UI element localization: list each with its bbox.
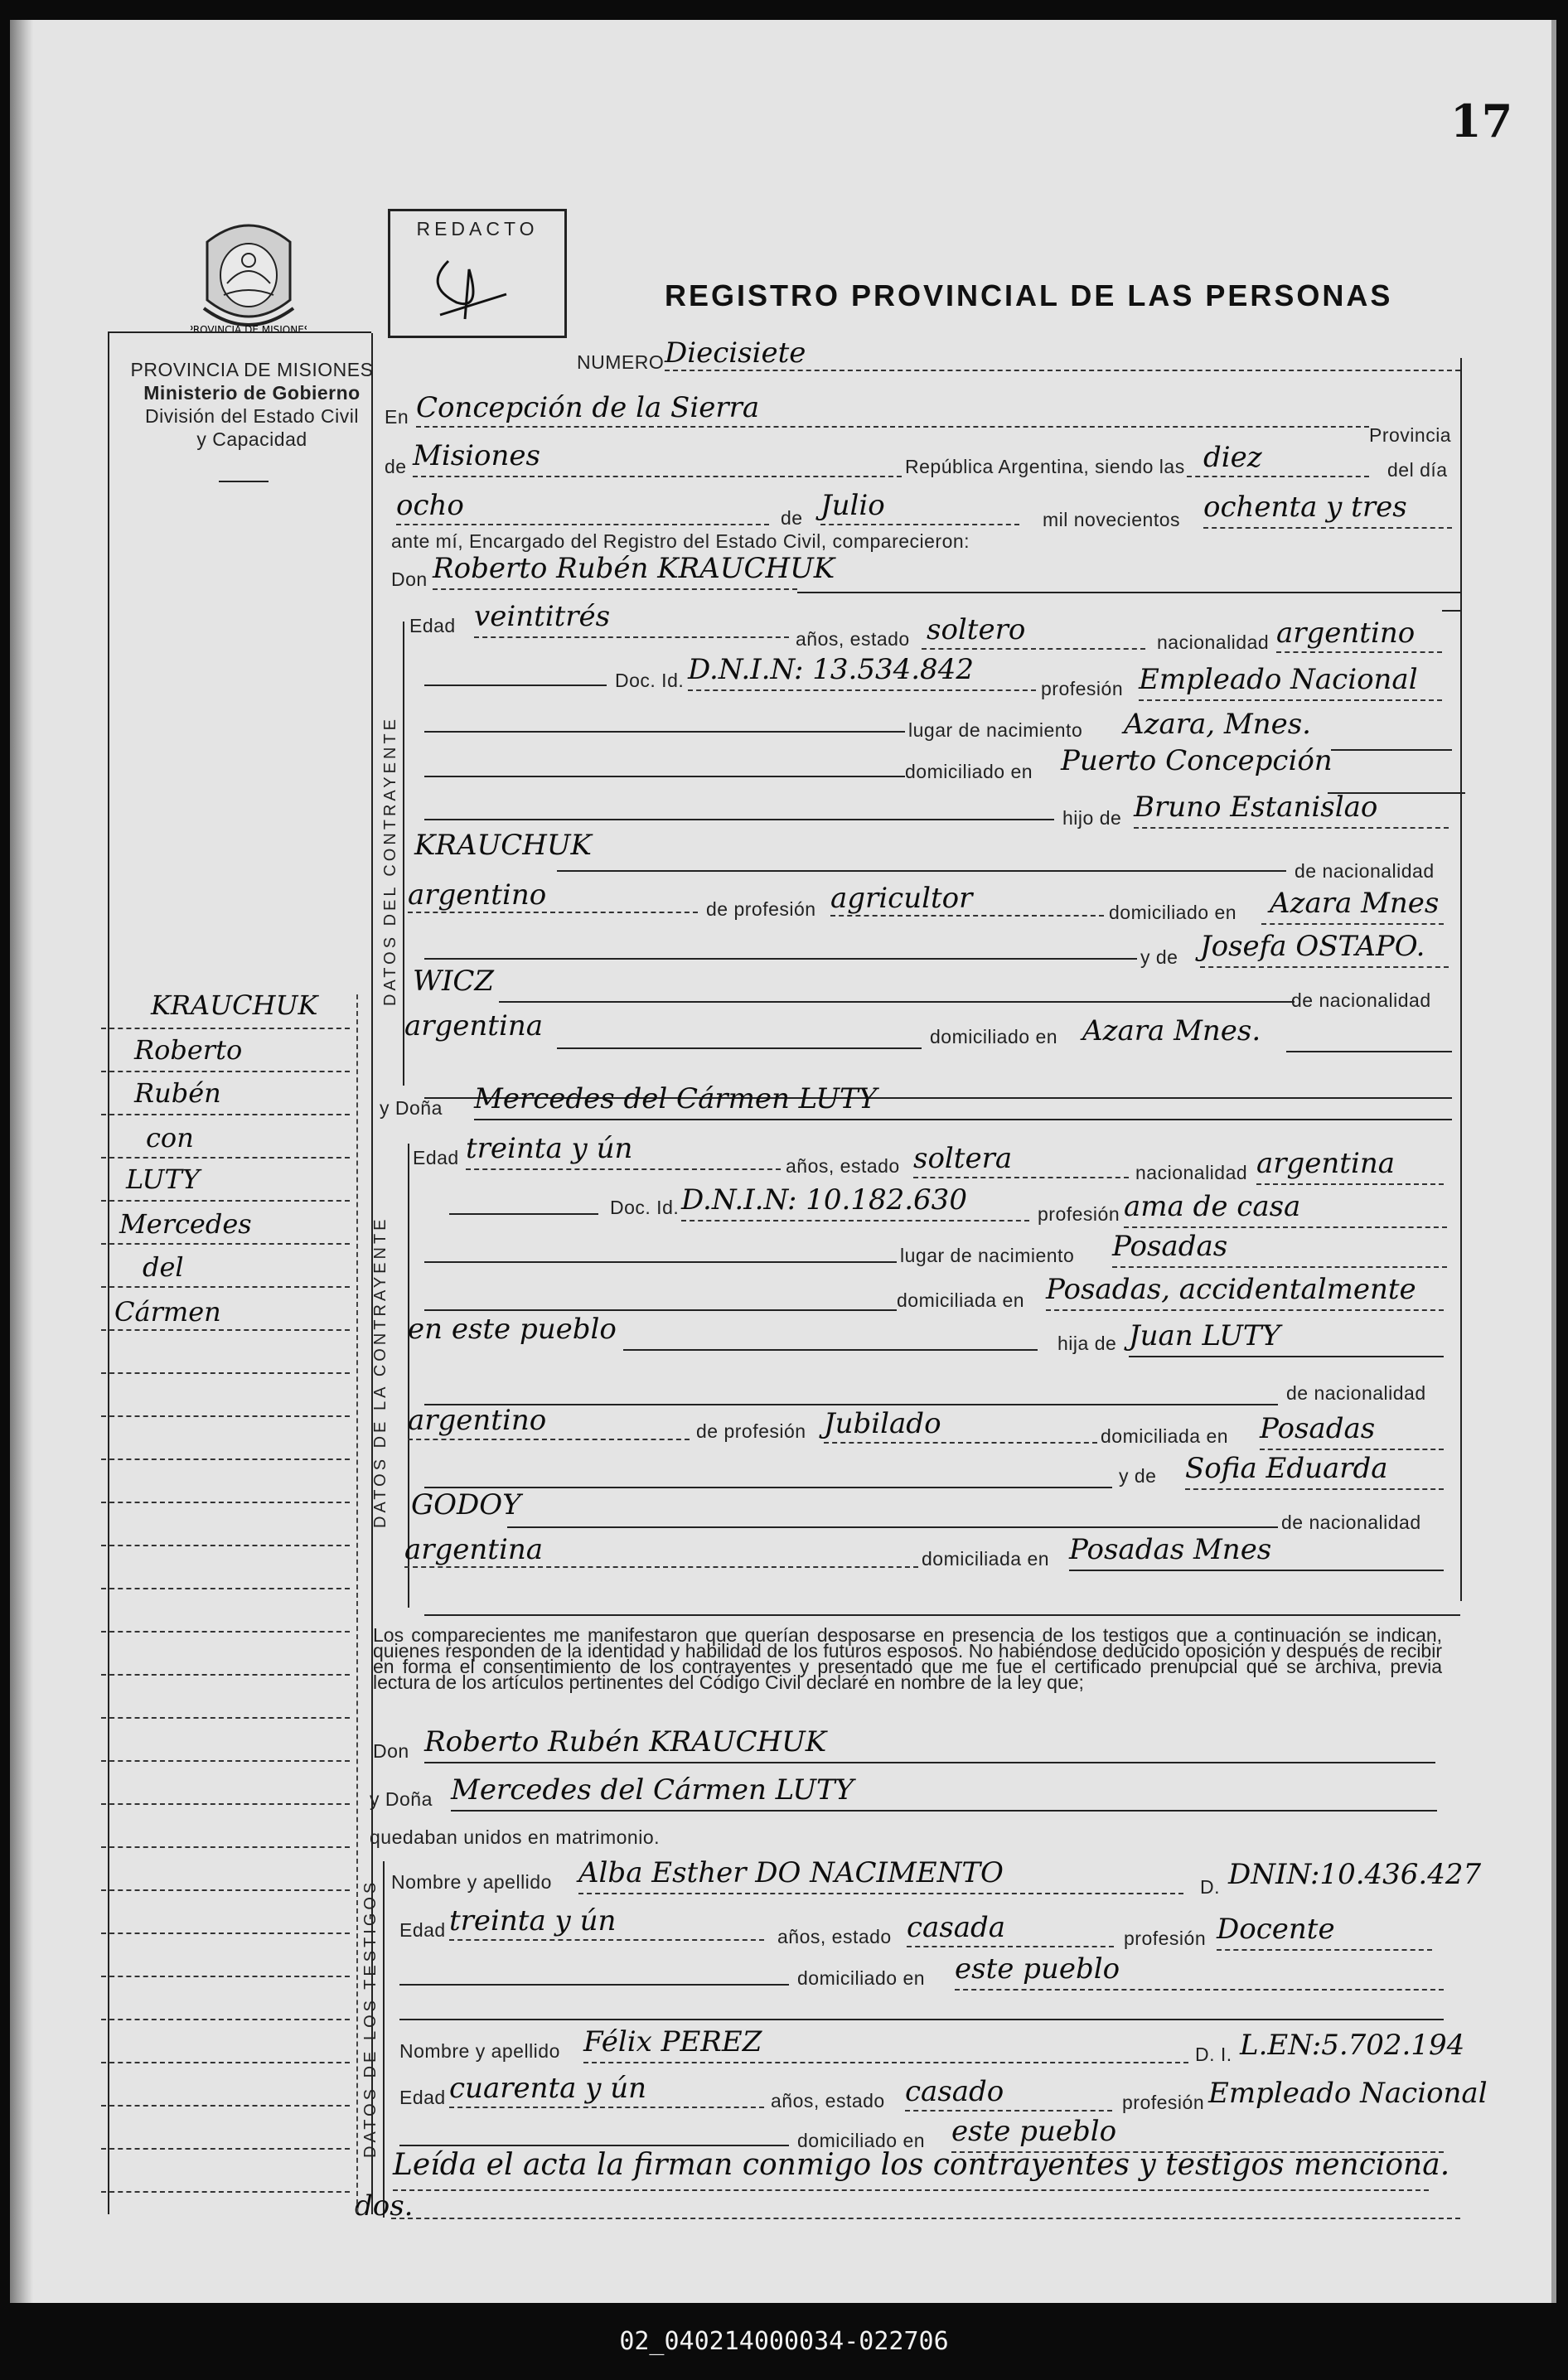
bride-mother-address: Posadas Mnes — [1069, 1533, 1272, 1566]
issuing-office — [119, 358, 385, 451]
margin-note-4: con — [146, 1122, 194, 1154]
margin-rule — [101, 1243, 350, 1245]
di-label: D. I. — [1195, 2044, 1232, 2065]
margin-rule — [101, 1976, 350, 1977]
margin-rule — [101, 1631, 350, 1633]
de-mes-label: de — [781, 507, 803, 529]
witness1-status: casada — [907, 1911, 1006, 1944]
margin-rule — [101, 1545, 350, 1546]
bride-address: Posadas, accidentalmente — [1046, 1273, 1416, 1306]
nacionalidad-label-2: nacionalidad — [1135, 1162, 1248, 1183]
margin-rule — [101, 1846, 350, 1848]
margin-note-6: Mercedes — [119, 1208, 252, 1240]
lugar-nac-label-2: lugar de nacimiento — [900, 1245, 1075, 1266]
del-dia-label: del día — [1387, 459, 1448, 481]
margin-note-7: del — [143, 1251, 184, 1283]
register-page — [10, 20, 1556, 2303]
margin-note-3: Rubén — [134, 1077, 221, 1109]
footer-code: 02_040214000034-022706 — [619, 2327, 949, 2356]
bride-address-cont: en este pueblo — [408, 1313, 617, 1346]
bride-father-nationality: argentino — [408, 1404, 547, 1437]
domiciliado-label-3: domiciliado en — [930, 1026, 1058, 1047]
domiciliado-label-5: domiciliado en — [797, 2130, 926, 2151]
margin-rule — [101, 2148, 350, 2150]
redacto-stamp — [388, 209, 567, 338]
witness2-document: L.EN:5.702.194 — [1240, 2029, 1465, 2062]
groom-status: soltero — [927, 613, 1026, 646]
acta-year: ochenta y tres — [1203, 491, 1407, 524]
numero-label: NUMERO — [577, 351, 665, 373]
bride-profession: ama de casa — [1124, 1190, 1301, 1223]
domiciliado-label: domiciliado en — [905, 761, 1033, 782]
republica-label: República Argentina, siendo las — [905, 456, 1185, 477]
witness1-document: DNIN:10.436.427 — [1228, 1858, 1482, 1891]
de-nacionalidad-label-2: de nacionalidad — [1291, 989, 1431, 1011]
margin-rule — [101, 1717, 350, 1719]
don-label-2: Don — [373, 1740, 409, 1762]
groom-profession: Empleado Nacional — [1139, 663, 1418, 696]
de-nacionalidad-label: de nacionalidad — [1295, 860, 1435, 882]
office-province: PROVINCIA DE MISIONES — [130, 359, 374, 380]
lugar-nac-label: lugar de nacimiento — [908, 719, 1083, 741]
margin-rule — [101, 1760, 350, 1762]
margin-rule — [101, 1157, 350, 1159]
nombre-label: Nombre y apellido — [391, 1871, 552, 1893]
margin-note-1: KRAUCHUK — [151, 989, 318, 1021]
redacto-label: REDACTO — [416, 218, 539, 239]
bride-name: Mercedes del Cármen LUTY — [474, 1082, 878, 1115]
witness2-name: Félix PEREZ — [583, 2025, 762, 2058]
groom-age: veintitrés — [474, 600, 611, 633]
bride-mother: Sofia Eduarda — [1185, 1452, 1388, 1485]
edad-label-3: Edad — [399, 1919, 446, 1941]
de-profesion-label: de profesión — [706, 898, 816, 920]
domiciliada-label-3: domiciliada en — [922, 1548, 1050, 1570]
margin-rule — [101, 1502, 350, 1503]
office-capacity: y Capacidad — [196, 428, 307, 450]
margin-rule — [101, 1028, 350, 1029]
y-de-label: y de — [1140, 946, 1178, 968]
groom-document: D.N.I.N: 13.534.842 — [688, 653, 974, 686]
domiciliada-label: domiciliada en — [897, 1289, 1025, 1311]
profesion-label-3: profesión — [1124, 1928, 1207, 1949]
declared-groom: Roberto Rubén KRAUCHUK — [424, 1725, 827, 1758]
svg-text:PROVINCIA DE MISIONES: PROVINCIA DE MISIONES — [191, 324, 307, 336]
margin-rule — [101, 1889, 350, 1891]
document-title: REGISTRO PROVINCIAL DE LAS PERSONAS — [665, 278, 1393, 312]
mil-label: mil novecientos — [1043, 509, 1181, 530]
acta-province: Misiones — [413, 439, 540, 472]
bride-nationality: argentina — [1256, 1147, 1396, 1180]
profesion-label-4: profesión — [1122, 2092, 1205, 2113]
bride-birthplace: Posadas — [1112, 1230, 1228, 1263]
nombre-label-2: Nombre y apellido — [399, 2040, 560, 2062]
acta-number: Diecisiete — [665, 336, 806, 370]
office-division: División del Estado Civil — [145, 405, 359, 427]
groom-mother: Josefa OSTAPO. — [1200, 930, 1425, 963]
anos-estado-label-4: años, estado — [771, 2090, 885, 2112]
y-de-label-2: y de — [1119, 1465, 1157, 1487]
margin-rule — [101, 1114, 350, 1115]
witness1-address: este pueblo — [955, 1952, 1120, 1986]
hijo-de-label: hijo de — [1062, 807, 1122, 829]
domiciliado-label-4: domiciliado en — [797, 1967, 926, 1989]
closing-statement: Leída el acta la firman conmigo los contrayentes y testigos menciona. — [393, 2148, 1450, 2182]
margin-rule — [101, 2062, 350, 2063]
profesion-label-2: profesión — [1038, 1203, 1120, 1225]
margin-rule — [101, 1415, 350, 1417]
doc-label-2: Doc. Id. — [610, 1197, 680, 1218]
office-ministry: Ministerio de Gobierno — [143, 382, 361, 404]
groom-mother-surname: WICZ — [413, 965, 495, 998]
groom-nationality: argentino — [1276, 617, 1416, 650]
groom-mother-address: Azara Mnes. — [1082, 1014, 1261, 1047]
groom-name: Roberto Rubén KRAUCHUK — [433, 552, 835, 585]
margin-rule — [101, 2105, 350, 2107]
margin-rule — [101, 1933, 350, 1934]
bride-mother-nationality: argentina — [404, 1533, 544, 1566]
closing-statement-end: dos. — [355, 2189, 414, 2223]
domiciliada-label-2: domiciliada en — [1101, 1425, 1229, 1447]
margin-note-2: Roberto — [134, 1034, 243, 1066]
margin-rule — [101, 1372, 350, 1374]
margin-rule — [101, 1286, 350, 1288]
bride-age: treinta y ún — [466, 1132, 633, 1165]
quedaban-label: quedaban unidos en matrimonio. — [370, 1826, 661, 1848]
bride-father-address: Posadas — [1260, 1412, 1376, 1445]
groom-birthplace: Azara, Mnes. — [1124, 708, 1311, 741]
margin-rule — [101, 1588, 350, 1589]
declared-bride: Mercedes del Cármen LUTY — [451, 1773, 854, 1807]
margin-rule — [101, 1803, 350, 1805]
margin-note-5: LUTY — [126, 1163, 200, 1195]
groom-father-address: Azara Mnes — [1270, 887, 1440, 920]
edad-label-2: Edad — [413, 1147, 459, 1168]
acta-day: ocho — [396, 489, 464, 522]
ante-label: ante mí, Encargado del Registro del Estado Civil, comparecieron: — [391, 530, 970, 552]
bride-document: D.N.I.N: 10.182.630 — [681, 1183, 967, 1217]
witness2-profession: Empleado Nacional — [1208, 2077, 1488, 2110]
anos-estado-label: años, estado — [796, 628, 910, 650]
witness1-profession: Docente — [1217, 1913, 1335, 1946]
de-nacionalidad-label-3: de nacionalidad — [1286, 1382, 1426, 1404]
d-label: D. — [1200, 1876, 1220, 1898]
margin-rule — [101, 1458, 350, 1460]
groom-father-surname: KRAUCHUK — [414, 829, 592, 862]
legal-paragraph: Los comparecientes me manifestaron que querían desposarse en presencia de los testigos que a continuación se indican, quienes responden de la identidad y habilidad de los futuros esposos. No habiéndose deducido oposición y después de recibir en forma el consentimiento de los contrayentes y presentado que me fue el certificado prenupcial que se archiva, previa lectura de los artículos pertinentes del Código Civil declaré en nombre de la ley que; — [373, 1624, 1442, 1693]
anos-estado-label-2: años, estado — [786, 1155, 900, 1177]
witness2-age: cuarenta y ún — [449, 2072, 647, 2105]
en-label: En — [385, 406, 409, 428]
profesion-label: profesión — [1041, 678, 1124, 699]
margin-rule — [101, 1674, 350, 1676]
margin-rule — [101, 1329, 350, 1331]
de-profesion-label-2: de profesión — [696, 1420, 806, 1442]
divider — [219, 481, 269, 482]
groom-address: Puerto Concepción — [1061, 744, 1333, 777]
margin-rule — [101, 2019, 350, 2020]
groom-father-nationality: argentino — [408, 878, 547, 912]
de-label: de — [385, 456, 407, 477]
margin-note-8: Cármen — [114, 1296, 221, 1328]
edad-label-4: Edad — [399, 2087, 446, 2108]
bride-father: Juan LUTY — [1129, 1319, 1280, 1352]
groom-father-profession: agricultor — [830, 882, 973, 915]
acta-hour: diez — [1203, 441, 1262, 474]
nacionalidad-label: nacionalidad — [1157, 631, 1270, 653]
groom-father: Bruno Estanislao — [1134, 791, 1378, 824]
bride-mother-surname: GODOY — [411, 1488, 521, 1521]
domiciliado-label-2: domiciliado en — [1109, 902, 1237, 923]
bride-father-profession: Jubilado — [824, 1407, 941, 1440]
redacto-initials-icon — [390, 244, 564, 327]
hija-de-label: hija de — [1057, 1333, 1117, 1354]
margin-rule — [101, 1071, 350, 1072]
provincia-label: Provincia — [1369, 424, 1452, 446]
margin-rule — [101, 2191, 350, 2193]
dona-label-2: y Doña — [370, 1788, 433, 1810]
section-label-groom: DATOS DEL CONTRAYENTE — [381, 716, 399, 1006]
de-nacionalidad-label-4: de nacionalidad — [1281, 1512, 1421, 1533]
acta-place: Concepción de la Sierra — [416, 391, 760, 424]
section-label-bride: DATOS DE LA CONTRAYENTE — [371, 1216, 390, 1528]
witness2-address: este pueblo — [951, 2115, 1117, 2148]
acta-month: Julio — [820, 489, 885, 522]
don-label: Don — [391, 568, 428, 590]
edad-label: Edad — [409, 615, 456, 636]
book-binding — [10, 20, 33, 2303]
witness2-status: casado — [905, 2075, 1004, 2108]
anos-estado-label-3: años, estado — [777, 1926, 892, 1947]
dona-label: y Doña — [380, 1097, 443, 1119]
bride-status: soltera — [913, 1142, 1013, 1175]
section-label-witnesses: DATOS DE LOS TESTIGOS — [361, 1879, 380, 2158]
groom-mother-nationality: argentina — [404, 1009, 544, 1042]
coat-of-arms-icon — [191, 209, 307, 346]
margin-rule — [101, 1200, 350, 1202]
witness1-age: treinta y ún — [449, 1904, 617, 1937]
doc-label: Doc. Id. — [615, 670, 685, 691]
witness1-name: Alba Esther DO NACIMENTO — [578, 1856, 1004, 1889]
page-number: 17 — [1450, 94, 1513, 148]
